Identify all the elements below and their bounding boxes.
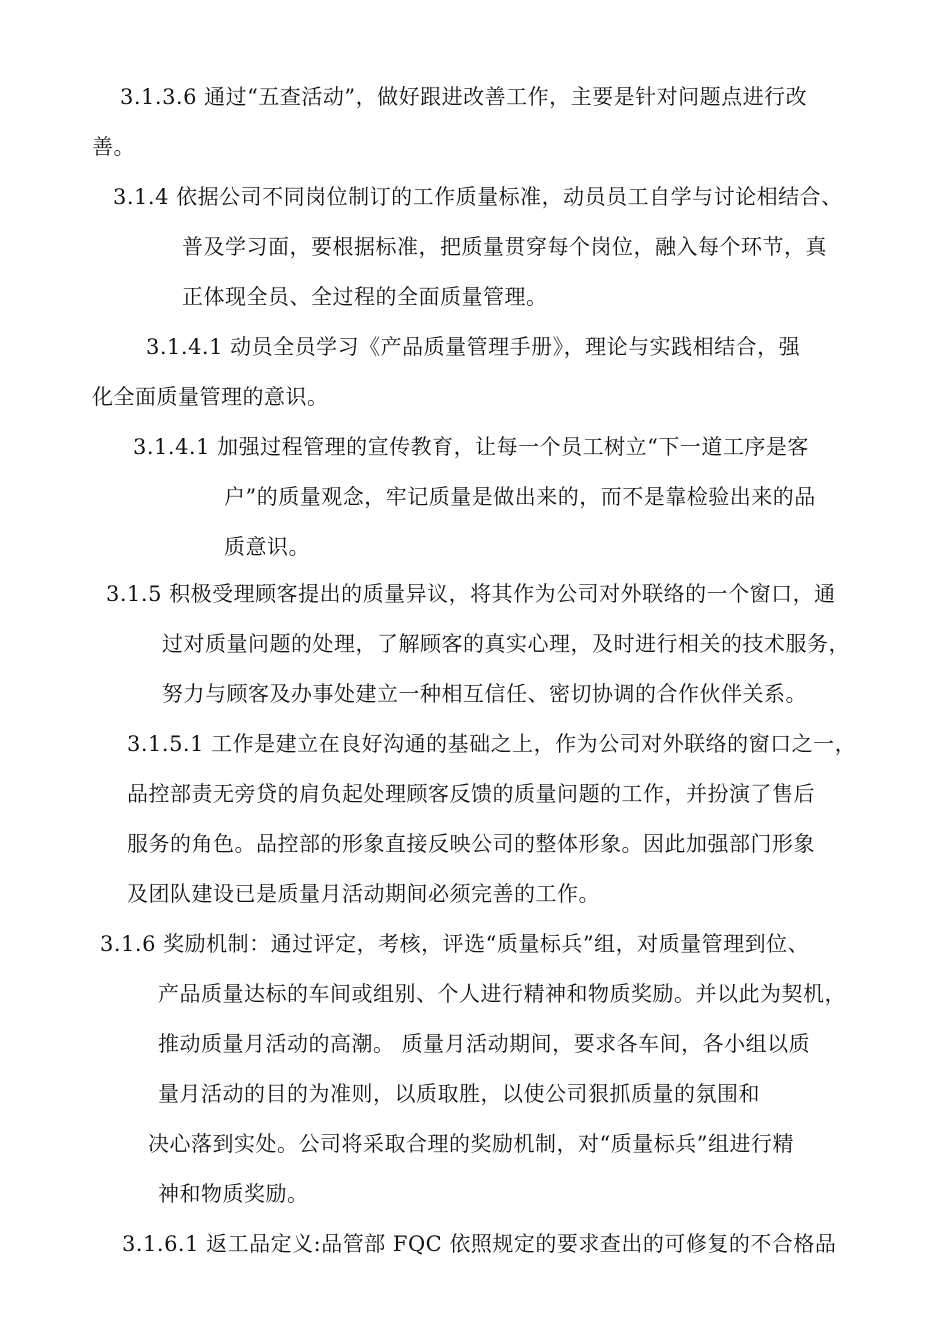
text-line-3-1-5: 3.1.5 积极受理顾客提出的质量异议，将其作为公司对外联络的一个窗口，通 [106, 582, 836, 606]
text-line-3-1-3-6: 3.1.3.6 通过“五查活动”，做好跟进改善工作，主要是针对问题点进行改 [120, 85, 808, 109]
text-line-3-1-4: 3.1.4 依据公司不同岗位制订的工作质量标准，动员员工自学与讨论相结合、 [113, 185, 843, 209]
text-line-3-1-5-1-cont-2: 服务的角色。品控部的形象直接反映公司的整体形象。因此加强部门形象 [127, 832, 815, 856]
text-line-3-1-6-cont-5: 神和物质奖励。 [158, 1182, 309, 1206]
text-line-3-1-6: 3.1.6 奖励机制：通过评定，考核，评选“质量标兵”组，对质量管理到位、 [100, 932, 810, 956]
text-line-3-1-4-1-a-cont: 化全面质量管理的意识。 [92, 385, 329, 409]
text-line-3-1-4-1-b-cont-1: 户”的质量观念，牢记质量是做出来的，而不是靠检验出来的品 [224, 485, 816, 509]
text-line-3-1-5-cont-2: 努力与顾客及办事处建立一种相互信任、密切协调的合作伙伴关系。 [162, 682, 807, 706]
text-line-3-1-6-1: 3.1.6.1 返工品定义:品管部 FQC 依照规定的要求查出的可修复的不合格品 [122, 1232, 837, 1256]
text-line-3-1-6-cont-3: 量月活动的目的为准则，以质取胜，以使公司狠抓质量的氛围和 [158, 1082, 760, 1106]
text-line-3-1-4-1-b-cont-2: 质意识。 [224, 535, 310, 559]
text-line-3-1-5-cont-1: 过对质量问题的处理，了解顾客的真实心理，及时进行相关的技术服务， [162, 632, 850, 656]
text-line-3-1-3-6-cont: 善。 [92, 135, 135, 159]
text-line-3-1-4-cont-2: 正体现全员、全过程的全面质量管理。 [182, 285, 548, 309]
text-line-3-1-6-cont-4: 决心落到实处。公司将采取合理的奖励机制，对“质量标兵”组进行精 [148, 1132, 794, 1156]
text-line-3-1-4-cont-1: 普及学习面，要根据标准，把质量贯穿每个岗位，融入每个环节，真 [182, 235, 827, 259]
text-line-3-1-5-1-cont-3: 及团队建设已是质量月活动期间必须完善的工作。 [127, 882, 600, 906]
text-line-3-1-4-1-a: 3.1.4.1 动员全员学习《产品质量管理手册》，理论与实践相结合，强 [146, 335, 801, 359]
text-line-3-1-6-cont-1: 产品质量达标的车间或组别、个人进行精神和物质奖励。并以此为契机， [158, 982, 846, 1006]
text-line-3-1-4-1-b: 3.1.4.1 加强过程管理的宣传教育，让每一个员工树立“下一道工序是客 [133, 435, 809, 459]
text-line-3-1-6-cont-2: 推动质量月活动的高潮。 质量月活动期间，要求各车间，各小组以质 [158, 1032, 811, 1056]
text-line-3-1-5-1-cont-1: 品控部责无旁贷的肩负起处理顾客反馈的质量问题的工作，并扮演了售后 [127, 782, 815, 806]
text-line-3-1-5-1: 3.1.5.1 工作是建立在良好沟通的基础之上，作为公司对外联络的窗口之一， [127, 732, 857, 756]
